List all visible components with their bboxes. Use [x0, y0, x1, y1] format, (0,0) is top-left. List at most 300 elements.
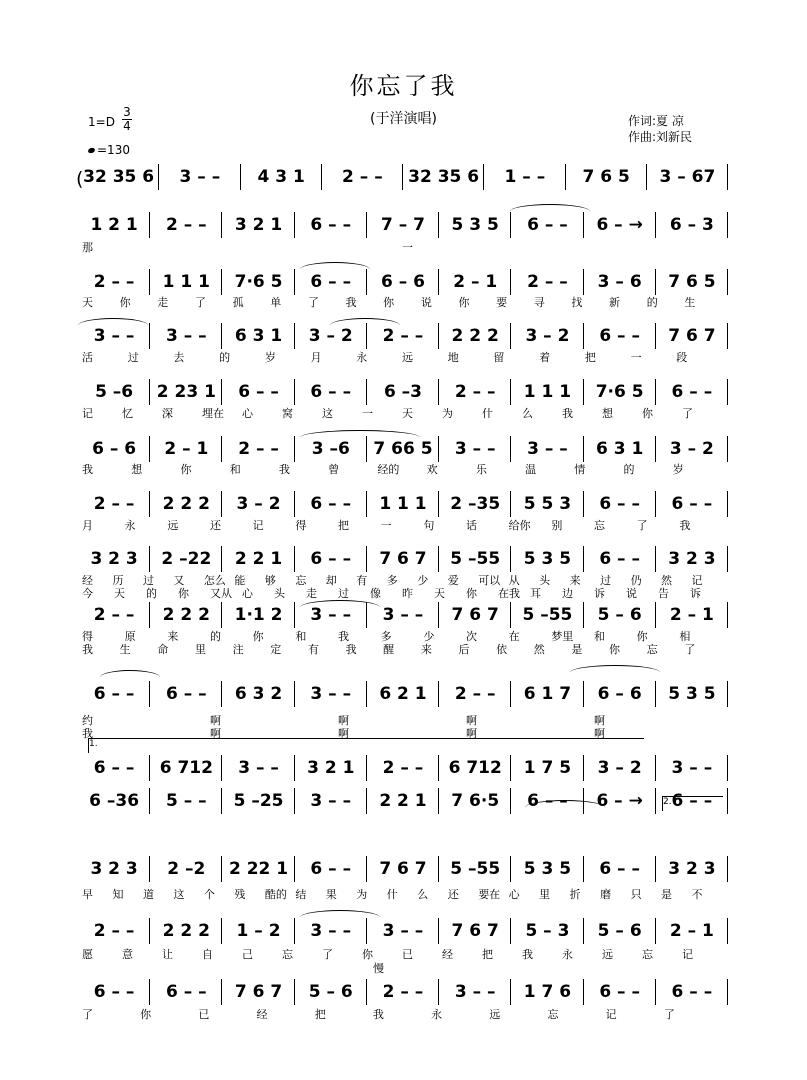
lyric-syllable: 月: [310, 351, 322, 364]
measure: 1 7 6: [523, 982, 572, 1002]
lyric-syllable: 记: [82, 407, 93, 420]
lyric-syllable: 欢: [426, 463, 438, 476]
lyric-syllable: 来: [167, 630, 179, 643]
lyric-syllable: 仍: [630, 574, 642, 587]
lyric-syllable: 忆: [122, 407, 133, 420]
measure: 1 – 2: [236, 921, 281, 941]
lyric-syllable: 把: [584, 351, 596, 364]
lyric-syllable: 我: [372, 1008, 384, 1021]
measure: 7 6·5: [451, 791, 500, 811]
measure: 6 712: [448, 758, 502, 778]
lyric-row: [78, 628, 728, 642]
lyric-syllable: 愿: [82, 948, 93, 961]
lyric-syllable: 想: [602, 407, 613, 420]
measure: 3 – 2: [236, 494, 281, 514]
lyric-syllable: 你: [383, 296, 395, 309]
lyric-syllable: 一: [380, 519, 392, 532]
measure: 2 2 2: [162, 494, 210, 514]
lyric-row: [78, 239, 728, 253]
measure: 3 –6: [311, 439, 350, 459]
lyric-row: [78, 405, 728, 419]
meter-bottom: 4: [123, 119, 131, 133]
lyric-syllable: 道: [142, 888, 154, 901]
measure: 1 2 1: [90, 215, 138, 235]
measure: 2 – –: [93, 605, 135, 625]
measure: 7 6 7: [234, 982, 283, 1002]
lyric-syllable: 别: [551, 519, 563, 532]
measure: 6 – –: [527, 791, 568, 811]
staff-row: [78, 214, 728, 236]
measure: 5 – 6: [597, 921, 642, 941]
lyric-syllable: 啊: [210, 727, 221, 740]
measure: 2 – –: [454, 684, 496, 704]
lyric-syllable: 注: [232, 643, 244, 656]
lyric-syllable: 我: [338, 630, 349, 643]
measure: 2 –2: [167, 859, 206, 879]
lyric-syllable: 的: [146, 587, 157, 600]
lyric-syllable: 说: [420, 296, 432, 309]
lyric-syllable: 深: [162, 407, 173, 420]
measure: 3 – 2: [669, 439, 714, 459]
lyric-syllable: 岁: [672, 463, 684, 476]
lyric-syllable: 了: [636, 519, 648, 532]
lyric-syllable: 曾: [328, 463, 340, 476]
lyric-syllable: 少: [417, 574, 429, 587]
lyric-syllable: 要: [496, 296, 508, 309]
lyric-syllable: 经的: [377, 463, 400, 476]
measure: 2 – –: [382, 326, 424, 346]
credits: [628, 113, 692, 145]
lyric-syllable: 你: [609, 643, 621, 656]
lyric-syllable: 远: [167, 519, 179, 532]
measure: 2 –35: [450, 494, 501, 514]
lyric-syllable: 天: [434, 587, 445, 600]
measure: 2 23 1: [156, 382, 216, 402]
measure: 6 1 7: [523, 684, 572, 704]
measure: 3 – –: [165, 326, 207, 346]
measure: 6 – →: [596, 215, 643, 235]
bar-line: [727, 788, 728, 814]
lyric-syllable: 来: [569, 574, 581, 587]
staff-row: [78, 381, 728, 403]
lyric-syllable: 忘: [295, 574, 307, 587]
tempo-change-mark: 慢: [373, 962, 384, 975]
measure: 6 – –: [599, 326, 640, 346]
measure: 6 – –: [310, 272, 352, 292]
measure: 2 – –: [527, 272, 568, 292]
lyric-syllable: 是: [661, 888, 673, 901]
lyric-syllable: 像: [370, 587, 381, 600]
measure: 7 6 7: [379, 549, 427, 569]
lyric-syllable: 经: [442, 948, 453, 961]
lyric-syllable: 依: [496, 643, 508, 656]
bar-line: [727, 323, 728, 349]
measure: 6 – →: [596, 791, 643, 811]
measure: 3 – –: [310, 605, 352, 625]
measure: 6 – 6: [380, 272, 425, 292]
lyric-syllable: 着: [539, 351, 551, 364]
lyric-syllable: 过: [142, 574, 154, 587]
measure: 7·6 5: [595, 382, 644, 402]
lyric-syllable: 我: [522, 948, 533, 961]
lyric-syllable: 啊: [210, 714, 221, 727]
lyric-syllable: 的: [210, 630, 221, 643]
lyric-syllable: 天: [114, 587, 125, 600]
lyric-syllable: 后: [458, 643, 470, 656]
measure: 6 – –: [671, 494, 713, 514]
measure: 6 –36: [89, 791, 140, 811]
lyric-syllable: 你: [140, 1008, 152, 1021]
measure: 1 1 1: [523, 382, 572, 402]
measure: 3 2 3: [90, 549, 138, 569]
lyric-syllable: 早: [82, 888, 93, 901]
measure: 2 – 1: [669, 605, 714, 625]
measure: 6 – –: [599, 982, 640, 1002]
slur: [330, 318, 400, 333]
staff-row: [78, 858, 728, 880]
measure: 6 – –: [310, 382, 352, 402]
song-title: 你忘了我: [349, 72, 458, 100]
tempo-value: =130: [97, 143, 130, 157]
lyric-syllable: 埋在: [202, 407, 224, 420]
lyric-syllable: 把: [338, 519, 349, 532]
measure: 3 – –: [671, 758, 713, 778]
lyric-syllable: 去: [173, 351, 185, 364]
lyric-row: [78, 349, 728, 363]
lyric-syllable: 走: [306, 587, 317, 600]
measure: 1 1 1: [379, 494, 427, 514]
lyric-syllable: 了: [663, 1008, 675, 1021]
measure: 3 2 1: [307, 758, 355, 778]
lyric-syllable: 那: [82, 241, 93, 254]
repeat-paren: (: [76, 168, 84, 190]
lyric-syllable: 温: [525, 463, 537, 476]
measure: 7 – 7: [380, 215, 425, 235]
measure: 3 – 67: [659, 167, 716, 187]
lyric-syllable: 有: [356, 574, 368, 587]
measure: 3 – –: [93, 326, 135, 346]
lyric-syllable: 了: [307, 296, 319, 309]
measure: 1 1 1: [162, 272, 210, 292]
lyric-syllable: 有: [307, 643, 319, 656]
lyric-syllable: 昨: [402, 587, 413, 600]
lyric-syllable: 么: [522, 407, 533, 420]
lyric-syllable: 还: [447, 888, 459, 901]
lyric-row: [78, 1006, 728, 1020]
measure: 6 – –: [671, 791, 713, 811]
measure: 2 – 1: [669, 921, 714, 941]
measure: 7·6 5: [234, 272, 283, 292]
measure: 3 2 3: [668, 859, 716, 879]
staff-row: [78, 757, 728, 779]
lyric-syllable: 远: [602, 948, 613, 961]
lyric-syllable: 里: [539, 888, 551, 901]
lyricist: 作词:夏 凉: [628, 114, 684, 128]
measure: 7 6 7: [451, 921, 499, 941]
measure: 7 6 7: [379, 859, 427, 879]
bar-line: [727, 918, 728, 944]
lyric-syllable: 永: [431, 1008, 443, 1021]
lyric-syllable: 却: [325, 574, 337, 587]
lyric-syllable: 心: [508, 888, 520, 901]
lyric-syllable: 了: [322, 948, 333, 961]
lyric-syllable: 记: [252, 519, 264, 532]
lyric-syllable: 你: [252, 630, 264, 643]
lyric-syllable: 过: [338, 587, 349, 600]
lyric-row: [78, 294, 728, 308]
measure: 5 –55: [450, 859, 501, 879]
lyric-syllable: 啊: [338, 714, 349, 727]
measure: 5 – 6: [308, 982, 353, 1002]
composer: 作曲:刘新民: [628, 130, 693, 144]
lyric-syllable: 了: [682, 407, 693, 420]
measure: 32 35 6: [408, 167, 480, 187]
lyric-syllable: 来: [420, 643, 432, 656]
measure: 6 –3: [383, 382, 423, 402]
lyric-syllable: 你: [466, 587, 477, 600]
measure: 2 2 2: [451, 326, 499, 346]
lyric-syllable: 找: [571, 296, 583, 309]
lyric-syllable: 情: [574, 463, 586, 476]
slur: [78, 318, 148, 333]
lyric-syllable: 单: [270, 296, 282, 309]
lyric-syllable: 约: [82, 714, 93, 727]
measure: 3 – –: [238, 758, 279, 778]
measure: 32 35 6: [83, 167, 155, 187]
lyric-syllable: 永: [562, 948, 573, 961]
lyric-row: [78, 585, 728, 599]
slur: [525, 800, 605, 815]
slur: [570, 665, 660, 680]
lyric-syllable: 远: [402, 351, 413, 364]
lyric-syllable: 留: [493, 351, 505, 364]
measure: 6 – –: [599, 494, 640, 514]
lyric-syllable: 寻: [533, 296, 545, 309]
lyric-syllable: 定: [270, 643, 282, 656]
lyric-syllable: 给你: [508, 519, 531, 532]
volta-first-ending: 1.: [88, 738, 644, 753]
staff-row: [78, 325, 728, 347]
measure: 6 – 3: [669, 215, 714, 235]
lyric-syllable: 窝: [282, 407, 293, 420]
lyric-syllable: 历: [112, 574, 124, 587]
meter-top: 3: [123, 105, 131, 119]
lyric-syllable: 为: [442, 407, 453, 420]
measure: 6 – –: [93, 758, 135, 778]
lyric-syllable: 自: [202, 948, 213, 961]
bar-line: [727, 212, 728, 238]
staff-row: [78, 548, 728, 570]
staff-row: [78, 683, 728, 705]
measure: 6 – –: [310, 549, 352, 569]
measure: 5 3 5: [523, 549, 572, 569]
lyric-syllable: 里: [194, 643, 206, 656]
measure: 2 22 1: [228, 859, 289, 879]
measure: 3 – –: [310, 921, 352, 941]
lyric-syllable: 少: [423, 630, 435, 643]
lyric-syllable: 是: [571, 643, 583, 656]
measure: 6 – –: [599, 859, 640, 879]
lyric-syllable: 你: [458, 296, 470, 309]
staff-row: [78, 790, 728, 812]
lyric-syllable: 把: [482, 948, 493, 961]
measure: 5 3 5: [451, 215, 499, 235]
measure: 3 – –: [382, 921, 424, 941]
lyric-row: [78, 641, 728, 655]
lyric-syllable: 说: [626, 587, 637, 600]
lyric-syllable: 忘: [646, 643, 658, 656]
measure: 3 – –: [310, 684, 352, 704]
measure: 2 – –: [165, 215, 207, 235]
bar-line: [727, 979, 728, 1005]
lyric-syllable: 心: [242, 587, 253, 600]
lyric-syllable: 和: [295, 630, 307, 643]
measure: 6 2 1: [379, 684, 427, 704]
measure: 6 – –: [310, 859, 352, 879]
lyric-syllable: 和: [229, 463, 241, 476]
lyric-syllable: 边: [562, 587, 573, 600]
lyric-syllable: 从: [508, 574, 520, 587]
lyric-syllable: 你: [362, 948, 373, 961]
lyric-syllable: 为: [356, 888, 368, 901]
lyric-syllable: 能: [234, 574, 246, 587]
lyric-syllable: 折: [569, 888, 581, 901]
staff-row: [78, 166, 728, 188]
measure: 3 2 3: [668, 549, 716, 569]
lyric-syllable: 头: [539, 574, 551, 587]
staff-row: [78, 604, 728, 626]
lyric-syllable: 啊: [594, 727, 605, 740]
lyric-row: [78, 725, 728, 739]
lyric-syllable: 告: [658, 587, 669, 600]
lyric-syllable: 记: [605, 1008, 617, 1021]
measure: 3 – –: [454, 439, 496, 459]
measure: 2 – –: [93, 921, 135, 941]
slur: [100, 670, 160, 685]
lyric-syllable: 天: [82, 296, 93, 309]
measure: 6 – –: [238, 382, 279, 402]
lyric-syllable: 诉: [594, 587, 605, 600]
lyric-syllable: 这: [322, 407, 333, 420]
lyric-syllable: 啊: [466, 727, 477, 740]
measure: 6 – –: [310, 215, 352, 235]
lyric-syllable: 又: [173, 574, 185, 587]
measure: 7 6 7: [668, 326, 716, 346]
measure: 6 – 6: [92, 439, 137, 459]
lyric-syllable: 结: [295, 888, 307, 901]
measure: 2 2 1: [234, 549, 283, 569]
lyric-syllable: 生: [119, 643, 131, 656]
lyric-syllable: 可以: [478, 574, 501, 587]
measure: 6 – –: [671, 982, 713, 1002]
lyric-syllable: 记: [691, 574, 703, 587]
slur: [300, 430, 420, 445]
measure: 6 – –: [599, 549, 640, 569]
measure: 6 – –: [165, 684, 207, 704]
lyric-syllable: 我: [82, 727, 93, 740]
lyric-syllable: 一: [362, 407, 373, 420]
lyric-syllable: 远: [489, 1008, 501, 1021]
measure: 6 – –: [310, 494, 352, 514]
lyric-syllable: 新: [609, 296, 621, 309]
bar-line: [727, 491, 728, 517]
lyric-syllable: 爱: [447, 574, 459, 587]
measure: 3 2 3: [90, 859, 138, 879]
measure: 3 – 2: [308, 326, 353, 346]
lyric-syllable: 想: [131, 463, 143, 476]
measure: 4 3 1: [257, 167, 305, 187]
slur: [300, 600, 380, 615]
lyric-syllable: 和: [594, 630, 605, 643]
lyric-syllable: 你: [180, 463, 192, 476]
lyric-syllable: 忘: [282, 948, 293, 961]
lyric-syllable: 够: [264, 574, 276, 587]
bar-line: [727, 681, 728, 707]
lyric-syllable: 命: [157, 643, 169, 656]
measure: 5 –25: [233, 791, 284, 811]
lyric-syllable: 一: [402, 241, 413, 254]
measure: 7 6 5: [582, 167, 630, 187]
measure: 6 712: [159, 758, 213, 778]
lyric-syllable: 一: [630, 351, 642, 364]
quarter-note-icon: [87, 147, 95, 154]
measure: 3 – –: [382, 605, 424, 625]
lyric-syllable: 月: [82, 519, 93, 532]
lyric-syllable: 不: [691, 888, 703, 901]
measure: 2 – 1: [164, 439, 209, 459]
lyric-syllable: 的: [219, 351, 231, 364]
lyric-syllable: 生: [684, 296, 696, 309]
measure: 5 –55: [450, 549, 501, 569]
lyric-syllable: 诉: [690, 587, 701, 600]
lyric-syllable: 了: [194, 296, 206, 309]
measure: 5 –6: [95, 382, 134, 402]
lyric-syllable: 知: [112, 888, 124, 901]
lyric-syllable: 耳: [530, 587, 541, 600]
lyric-row: [78, 886, 728, 900]
lyric-syllable: 啊: [338, 727, 349, 740]
measure: 5 3 5: [668, 684, 716, 704]
lyric-syllable: 我: [679, 519, 691, 532]
lyric-syllable: 今: [82, 587, 93, 600]
measure: 5 –55: [522, 605, 573, 625]
lyric-syllable: 梦里: [551, 630, 574, 643]
lyric-syllable: 永: [124, 519, 136, 532]
lyric-row: [78, 946, 728, 960]
staff-row: [78, 920, 728, 942]
lyric-syllable: 么: [417, 888, 429, 901]
lyric-syllable: 次: [466, 630, 477, 643]
measure: 2 – –: [93, 272, 135, 292]
measure: 7 66 5: [373, 439, 433, 459]
lyric-syllable: 磨: [600, 888, 612, 901]
measure: 6 3 1: [595, 439, 644, 459]
lyric-syllable: 的: [623, 463, 635, 476]
lyric-syllable: 意: [122, 948, 133, 961]
lyric-syllable: 我: [562, 407, 573, 420]
lyric-syllable: 经: [82, 574, 93, 587]
lyric-row: [78, 572, 728, 586]
measure: 1·1 2: [234, 605, 283, 625]
lyric-syllable: 酷的: [264, 888, 287, 901]
volta-second-ending: 2.: [662, 796, 723, 811]
lyric-row: [78, 461, 728, 475]
lyric-syllable: 得: [295, 519, 307, 532]
measure: 3 – 6: [597, 272, 642, 292]
staff-row: [78, 981, 728, 1003]
measure: 5 – 6: [597, 605, 642, 625]
lyric-syllable: 活: [82, 351, 93, 364]
